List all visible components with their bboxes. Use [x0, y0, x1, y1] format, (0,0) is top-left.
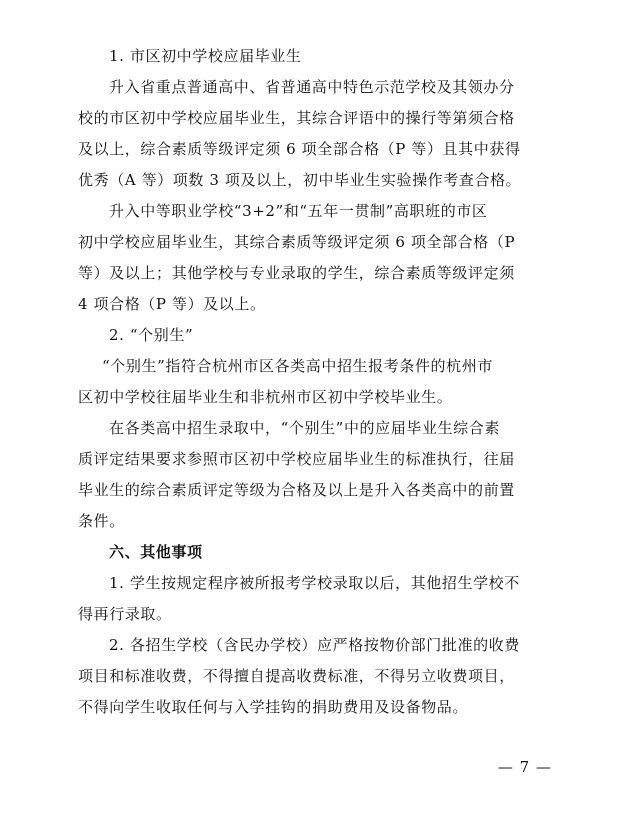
- paragraph-line: 条件。: [78, 512, 125, 530]
- paragraph-line: 4 项合格（P 等）及以上。: [78, 295, 266, 313]
- subheading-2: 2. “个别生”: [109, 326, 194, 344]
- paragraph-line: 升入省重点普通高中、省普通高中特色示范学校及其领办分: [109, 78, 515, 96]
- paragraph-line: 不得向学生收取任何与入学挂钩的捐助费用及设备物品。: [78, 698, 469, 716]
- paragraph-line: 区初中学校往届毕业生和非杭州市区初中学校毕业生。: [78, 388, 453, 406]
- paragraph-line: 2. 各招生学校（含民办学校）应严格按物价部门批准的收费: [109, 636, 520, 654]
- paragraph-line: 质评定结果要求参照市区初中学校应届毕业生的标准执行，往届: [78, 450, 515, 468]
- paragraph-line: “个别生”指符合杭州市区各类高中招生报考条件的杭州市: [102, 357, 493, 375]
- paragraph-line: 得再行录取。: [78, 605, 172, 623]
- paragraph-line: 项目和标准收费，不得擅自提高收费标准，不得另立收费项目，: [78, 667, 515, 685]
- paragraph-line: 初中学校应届毕业生，其综合素质等级评定须 6 项全部合格（P: [78, 233, 516, 251]
- paragraph-line: 升入中等职业学校“3+2”和“五年一贯制”高职班的市区: [109, 202, 488, 220]
- page-number: — 7 —: [497, 758, 552, 776]
- paragraph-line: 在各类高中招生录取中，“个别生”中的应届毕业生综合素: [109, 419, 500, 437]
- paragraph-line: 校的市区初中学校应届毕业生，其综合评语中的操行等第须合格: [78, 109, 515, 127]
- paragraph-line: 毕业生的综合素质评定等级为合格及以上是升入各类高中的前置: [78, 481, 515, 499]
- subheading-1: 1. 市区初中学校应届毕业生: [109, 47, 302, 65]
- paragraph-line: 1. 学生按规定程序被所报考学校录取以后，其他招生学校不: [109, 574, 520, 592]
- paragraph-line: 及以上，综合素质等级评定须 6 项全部合格（P 等）且其中获得: [78, 140, 521, 158]
- paragraph-line: 等）及以上；其他学校与专业录取的学生，综合素质等级评定须: [78, 264, 515, 282]
- paragraph-line: 优秀（A 等）项数 3 项及以上，初中毕业生实验操作考查合格。: [78, 171, 522, 189]
- document-body: [78, 41, 554, 723]
- section-heading: 六、其他事项: [109, 543, 203, 561]
